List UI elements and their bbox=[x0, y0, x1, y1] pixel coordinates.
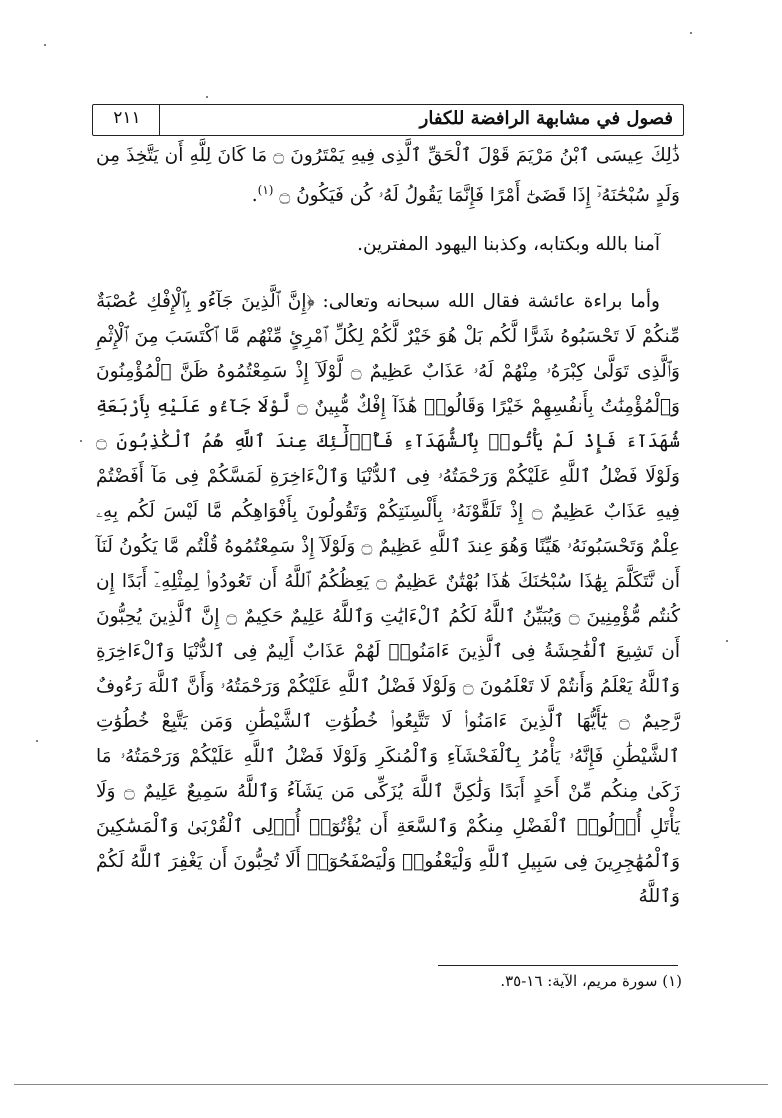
scan-speck bbox=[80, 440, 82, 442]
running-header bbox=[92, 104, 684, 136]
scan-speck bbox=[206, 96, 208, 98]
footnote: (١) سورة مريم، الآية: ١٦-٣٥. bbox=[500, 972, 682, 990]
header-divider bbox=[159, 105, 160, 135]
scan-speck bbox=[36, 740, 38, 742]
paragraph-spacer bbox=[96, 262, 680, 284]
footnote-separator bbox=[438, 965, 678, 966]
quran-passage-maryam bbox=[96, 138, 680, 213]
scan-speck bbox=[44, 44, 46, 46]
scan-speck bbox=[726, 640, 728, 642]
page-number: ٢١١ bbox=[113, 108, 141, 128]
scan-bottom-edge bbox=[14, 1084, 768, 1085]
sentence-end: . bbox=[251, 185, 258, 207]
paragraph-aisha-innocence: وأما براءة عائشة فقال الله سبحانه وتعالى: ﴿إِنَّ ٱلَّذِينَ جَآءُو بِٱلْإِفْكِ عُصْبَةٌ مِّنكُمْ لَا تَحْسَبُوهُ شَرًّا لَّكُم بَلْ هُوَ خَيْرٌ لَّكُمْ لِكُلِّ ٱمْرِئٍ مِّنْهُم مَّا ٱكْتَسَبَ مِنَ ٱلْإِثْمِ وَٱلَّذِى تَوَلَّىٰ كِبْرَهُۥ مِنْهُمْ لَهُۥ عَذَابٌ عَظِيمٌ ۝ لَّوْلَآ إِذْ سَمِعْتُمُوهُ ظَنَّ ٱلْمُؤْمِنُونَ وَٱلْمُؤْمِنَٰتُ بِأَنفُسِهِمْ خَيْرًا وَقَالُوا۟ هَٰذَآ إِفْكٌ مُّبِينٌ ۝ لَّوْلَا جَآءُو عَلَيْهِ بِأَرْبَعَةِ شُهَدَآءَ فَإِذْ لَمْ يَأْتُوا۟ بِٱلشُّهَدَآءِ فَأُو۟لَٰٓئِكَ عِندَ ٱللَّهِ هُمُ ٱلْكَٰذِبُونَ ۝ وَلَوْلَا فَضْلُ ٱللَّهِ عَلَيْكُمْ وَرَحْمَتُهُۥ فِى ٱلدُّنْيَا وَٱلْءَاخِرَةِ لَمَسَّكُمْ فِى مَآ أَفَضْتُمْ فِيهِ عَذَابٌ عَظِيمٌ ۝ إِذْ تَلَقَّوْنَهُۥ بِأَلْسِنَتِكُمْ وَتَقُولُونَ بِأَفْوَاهِكُم مَّا لَيْسَ لَكُم بِهِۦ عِلْمٌ وَتَحْسَبُونَهُۥ هَيِّنًا وَهُوَ عِندَ ٱللَّهِ عَظِيمٌ ۝ وَلَوْلَآ إِذْ سَمِعْتُمُوهُ قُلْتُم مَّا يَكُونُ لَنَآ أَن نَّتَكَلَّمَ بِهَٰذَا سُبْحَٰنَكَ هَٰذَا بُهْتَٰنٌ عَظِيمٌ ۝ يَعِظُكُمُ ٱللَّهُ أَن تَعُودُوا۟ لِمِثْلِهِۦٓ أَبَدًا إِن كُنتُم مُّؤْمِنِينَ ۝ وَيُبَيِّنُ ٱللَّهُ لَكُمُ ٱلْءَايَٰتِ وَٱللَّهُ عَلِيمٌ حَكِيمٌ ۝ إِنَّ ٱلَّذِينَ يُحِبُّونَ أَن تَشِيعَ ٱلْفَٰحِشَةُ فِى ٱلَّذِينَ ءَامَنُوا۟ لَهُمْ عَذَابٌ أَلِيمٌ فِى ٱلدُّنْيَا وَٱلْءَاخِرَةِ وَٱللَّهُ يَعْلَمُ وَأَنتُمْ لَا تَعْلَمُونَ ۝ وَلَوْلَا فَضْلُ ٱللَّهِ عَلَيْكُمْ وَرَحْمَتُهُۥ وَأَنَّ ٱللَّهَ رَءُوفٌ رَّحِيمٌ ۝ يَٰٓأَيُّهَا ٱلَّذِينَ ءَامَنُوا۟ لَا تَتَّبِعُوا۟ خُطُوَٰتِ ٱلشَّيْطَٰنِ وَمَن يَتَّبِعْ خُطُوَٰتِ ٱلشَّيْطَٰنِ فَإِنَّهُۥ يَأْمُرُ بِٱلْفَحْشَآءِ وَٱلْمُنكَرِ وَلَوْلَا فَضْلُ ٱللَّهِ عَلَيْكُمْ وَرَحْمَتُهُۥ مَا زَكَىٰ مِنكُم مِّنْ أَحَدٍ أَبَدًا وَلَٰكِنَّ ٱللَّهَ يُزَكِّى مَن يَشَآءُ وَٱللَّهُ سَمِيعٌ عَلِيمٌ ۝ وَلَا يَأْتَلِ أُو۟لُوا۟ ٱلْفَضْلِ مِنكُمْ وَٱلسَّعَةِ أَن يُؤْتُوٓا۟ أُو۟لِى ٱلْقُرْبَىٰ وَٱلْمَسَٰكِينَ وَٱلْمُهَٰجِرِينَ فِى سَبِيلِ ٱللَّهِ وَلْيَعْفُوا۟ وَلْيَصْفَحُوٓا۟ أَلَا تُحِبُّونَ أَن يَغْفِرَ ٱللَّهُ لَكُمْ وَٱللَّهُ bbox=[96, 291, 681, 908]
paragraph-statement: آمنا بالله وبكتابه، وكذبنا اليهود المفترين. bbox=[357, 234, 660, 256]
footnote-marker: (١) bbox=[257, 183, 274, 197]
main-text bbox=[96, 138, 680, 914]
paragraph-spacer bbox=[96, 213, 680, 227]
scan-speck bbox=[690, 32, 692, 34]
quran-text-1: ذَٰلِكَ عِيسَى ٱبْنُ مَرْيَمَ قَوْلَ ٱلْحَقِّ ٱلَّذِى فِيهِ يَمْتَرُونَ ۝ مَا كَانَ لِلَّهِ أَن يَتَّخِذَ مِن وَلَدٍ سُبْحَٰنَهُۥٓ إِذَا قَضَىٰٓ أَمْرًا فَإِنَّمَا يَقُولُ لَهُۥ كُن فَيَكُونُ ۝ bbox=[96, 145, 680, 207]
running-title: فصول في مشابهة الرافضة للكفار bbox=[419, 108, 673, 129]
